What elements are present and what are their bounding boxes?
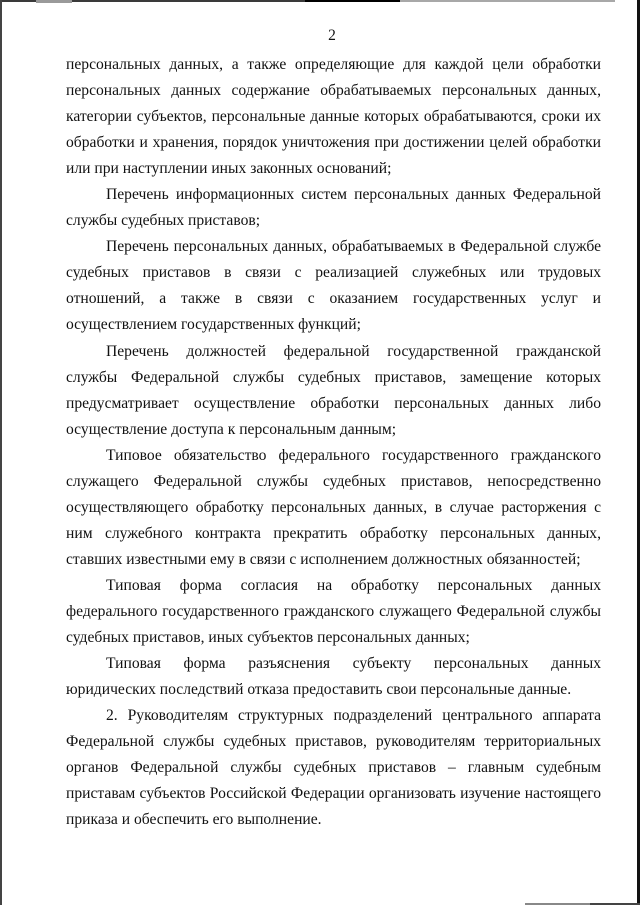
page-number: 2 [328,27,336,44]
document-body [66,52,601,833]
paragraph-typical-obligation: Типовое обязательство федерального государственного гражданского служащего Федеральной службы судебных приставов, непосредственно осуществляющего обработку персональных данных, в случае расторжения с ним служебного контракта прекратить обработку персональных данных, ставших известными ему в связи с исполнением должностных обязанностей; [66,446,601,568]
paragraph-explanation-form: Типовая форма разъяснения субъекту персональных данных юридических последствий отказа предоставить свои персональные данные. [66,655,601,699]
scan-edge-top [36,0,72,3]
paragraph-consent-form: Типовая форма согласия на обработку персональных данных федерального государственного гражданского служащего Федеральной службы судебных приставов, иных субъектов персональных данных; [66,576,601,647]
paragraph-personal-data-list: Перечень персональных данных, обрабатываемых в Федеральной службе судебных приставов в связи с реализацией служебных или трудовых отношений, а также в связи с оказанием государственных услуг и осуществлением государственных функций; [66,238,601,334]
scan-edge-left [0,0,2,905]
paragraph-positions-list: Перечень должностей федеральной государственной гражданской службы Федеральной службы судебных приставов, замещение которых предусматривает осуществление обработки персональных данных либо осуществление доступа к персональным данным; [66,342,601,438]
paragraph-item-2: 2. Руководителям структурных подразделений центрального аппарата Федеральной службы судебных приставов, руководителям территориальных органов Федеральной службы судебных приставов – главным судебным приставам субъектов Российской Федерации организовать изучение настоящего приказа и обеспечить его выполнение. [66,707,601,829]
paragraph-continuation: персональных данных, а также определяющие для каждой цели обработки персональных данных содержание обрабатываемых персональных данных, категории субъектов, персональные данные которых обрабатываются, сроки их обработки и хранения, порядок уничтожения при достижении целей обработки или при наступлении иных законных оснований; [66,56,601,178]
scan-edge-top [400,0,615,2]
paragraph-info-systems-list: Перечень информационных систем персональных данных Федеральной службы судебных приставов; [66,186,601,230]
